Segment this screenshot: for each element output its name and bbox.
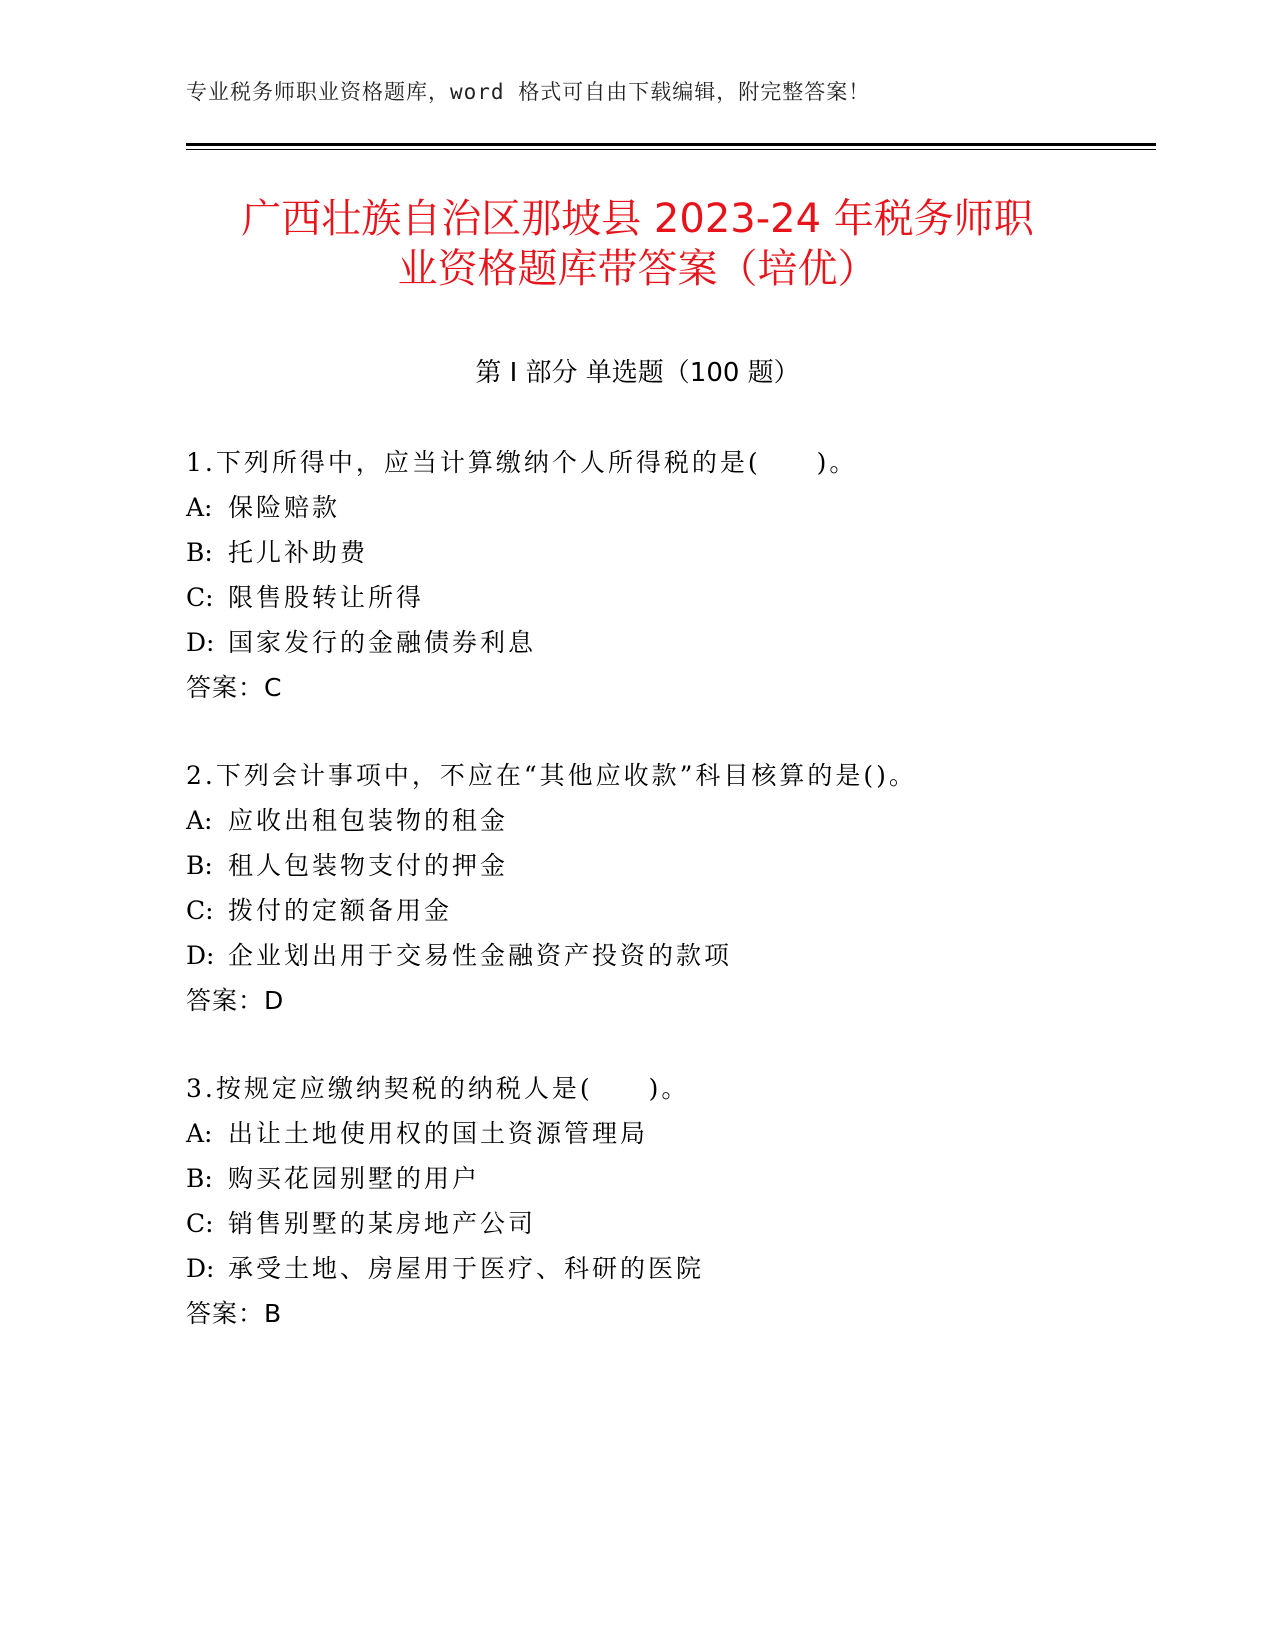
- option-d: [186, 1246, 1146, 1291]
- option-letter: C:: [186, 896, 214, 925]
- option-letter: D:: [186, 1254, 215, 1283]
- question-stem: 2.下列会计事项中，不应在“其他应收款”科目核算的是()。: [186, 761, 917, 790]
- option-text: 承受土地、房屋用于医疗、科研的医院: [228, 1254, 705, 1283]
- header-rule-thin: [186, 149, 1156, 150]
- title-line-2: 业资格题库带答案（培优）: [397, 246, 878, 292]
- option-d: [186, 620, 1146, 665]
- option-c: [186, 575, 1146, 620]
- option-a: [186, 485, 1146, 530]
- option-letter: B:: [186, 1164, 213, 1193]
- section-heading: 第 I 部分 单选题（100 题）: [475, 358, 800, 388]
- option-c: [186, 888, 1146, 933]
- question-1: [186, 440, 1146, 710]
- question-stem: 3.按规定应缴纳契税的纳税人是( )。: [186, 1074, 690, 1103]
- option-d: [186, 933, 1146, 978]
- option-letter: C:: [186, 583, 214, 612]
- document-title: [150, 194, 1125, 294]
- option-letter: A:: [186, 1119, 213, 1148]
- option-letter: A:: [186, 806, 213, 835]
- answer-line: 答案：B: [186, 1299, 283, 1328]
- title-line-1: 广西壮族自治区那坡县 2023-24 年税务师职: [241, 196, 1034, 242]
- option-text: 出让土地使用权的国土资源管理局: [228, 1119, 649, 1148]
- option-text: 应收出租包装物的租金: [228, 806, 509, 835]
- option-text: 购买花园别墅的用户: [228, 1164, 481, 1193]
- option-text: 租人包装物支付的押金: [228, 851, 509, 880]
- option-text: 销售别墅的某房地产公司: [228, 1209, 537, 1238]
- option-b: [186, 843, 1146, 888]
- option-c: [186, 1201, 1146, 1246]
- option-letter: B:: [186, 538, 213, 567]
- answer-line: 答案：D: [186, 986, 285, 1015]
- option-b: [186, 1156, 1146, 1201]
- option-text: 保险赔款: [228, 493, 341, 522]
- option-letter: A:: [186, 493, 213, 522]
- option-b: [186, 530, 1146, 575]
- header-rule-thick: [186, 143, 1156, 146]
- option-letter: D:: [186, 628, 215, 657]
- option-a: [186, 798, 1146, 843]
- option-letter: D:: [186, 941, 215, 970]
- question-stem: 1.下列所得中，应当计算缴纳个人所得税的是( )。: [186, 448, 858, 477]
- option-text: 托儿补助费: [228, 538, 369, 567]
- header-note: 专业税务师职业资格题库，word 格式可自由下载编辑，附完整答案！: [186, 80, 871, 104]
- option-a: [186, 1111, 1146, 1156]
- question-3: [186, 1066, 1146, 1336]
- question-2: [186, 753, 1146, 1023]
- option-text: 企业划出用于交易性金融资产投资的款项: [228, 941, 733, 970]
- option-text: 国家发行的金融债券利息: [228, 628, 537, 657]
- option-letter: C:: [186, 1209, 214, 1238]
- option-text: 限售股转让所得: [228, 583, 425, 612]
- answer-line: 答案：C: [186, 673, 283, 702]
- question-list: [186, 440, 1146, 1379]
- option-letter: B:: [186, 851, 213, 880]
- option-text: 拨付的定额备用金: [228, 896, 453, 925]
